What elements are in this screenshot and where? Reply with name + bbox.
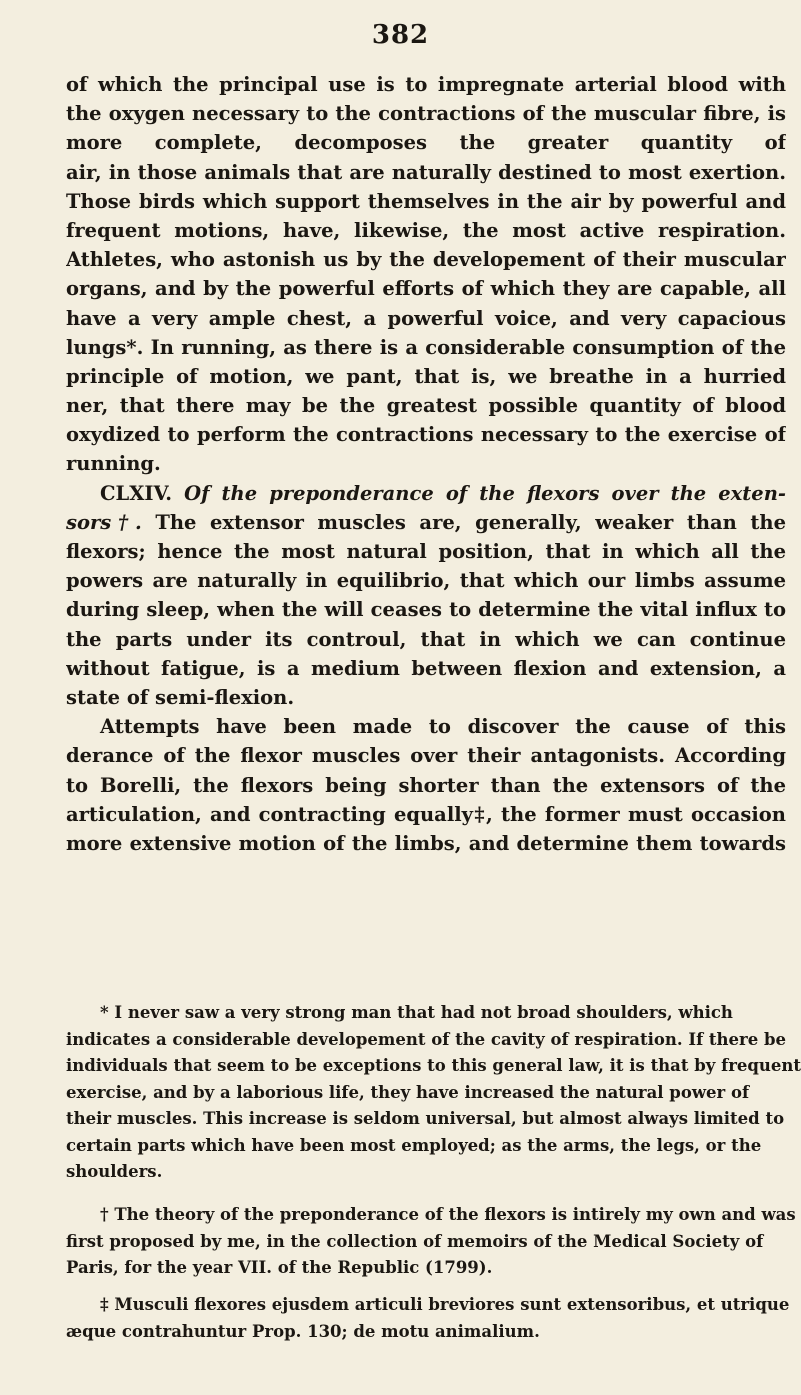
paragraph-borelli	[66, 712, 786, 858]
text-line: principle of motion, we pant, that is, we breathe in a hurried	[66, 364, 786, 388]
text-line: articulation, and contracting equally‡, the former must occasion	[66, 802, 786, 826]
text-line: air, in those animals that are naturally destined to most exertion.	[66, 160, 786, 184]
footnote-line: exercise, and by a laborious life, they have increased the natural power of	[66, 1082, 750, 1102]
text-line: ner, that there may be the greatest possible quantity of blood	[66, 394, 786, 418]
text-line: powers are naturally in equilibrio, that which our limbs assume	[66, 569, 786, 593]
text-line: have a very ample chest, a powerful voice, and very capacious	[66, 306, 786, 330]
footnote-double-dagger	[66, 1292, 790, 1345]
text-line: Those birds which support themselves in the air by powerful and	[66, 189, 786, 213]
footnote-line: first proposed by me, in the collection of memoirs of the Medical Society of	[66, 1231, 764, 1251]
footnote-dagger	[66, 1202, 796, 1282]
text-line: of which the principal use is to impregnate arterial blood with	[66, 73, 786, 96]
footnote-line: ‡ Musculi flexores ejusdem articuli breviores sunt extensoribus, et utrique	[100, 1295, 790, 1314]
main-text	[66, 70, 786, 858]
text-line: derance of the flexor muscles over their antagonists. According	[66, 744, 786, 768]
text-line: Athletes, who astonish us by the developement of their muscular	[66, 248, 786, 272]
text-line: flexors; hence the most natural position, that in which all the	[66, 540, 786, 563]
section-number: CLXIV.	[100, 481, 172, 505]
text-line: state of semi-flexion.	[66, 685, 295, 709]
footnote-line: shoulders.	[66, 1162, 163, 1181]
section-title-continued: sors†.	[66, 510, 142, 534]
footnote-line: † The theory of the preponderance of the flexors is intirely my own and was	[100, 1205, 796, 1224]
text-line: the oxygen necessary to the contractions of the muscular fibre, is	[66, 102, 786, 126]
footnote-line: indicates a considerable developement of the cavity of respiration. If there be	[66, 1029, 787, 1049]
text-line: oxydized to perform the contractions necessary to the exercise of	[66, 423, 786, 447]
section-heading-line	[66, 479, 786, 508]
text-line: more complete, decomposes the greater quantity of	[66, 131, 786, 155]
text-line: the parts under its controul, that in which we can continue	[66, 627, 786, 651]
text-line: organs, and by the powerful efforts of which they are capable, all	[66, 277, 786, 301]
footnote-line: their muscles. This increase is seldom universal, but almost always limited to	[66, 1109, 785, 1128]
footnote-line: æque contrahuntur Prop. 130; de motu animalium.	[66, 1321, 540, 1341]
footnote-asterisk	[66, 1000, 801, 1186]
text-line: without fatigue, is a medium between flexion and extension, a	[66, 656, 786, 680]
footnote-line: certain parts which have been most employed; as the arms, the legs, or the	[66, 1135, 762, 1155]
footnote-line: Paris, for the year VII. of the Republic (1799).	[66, 1258, 493, 1277]
text-line: to Borelli, the flexors being shorter than the extensors of the	[66, 773, 786, 797]
text-line: Attempts have been made to discover the cause of this	[100, 715, 786, 739]
text-line	[66, 508, 786, 537]
page-number: 382	[371, 20, 430, 50]
section-clxiv	[66, 479, 786, 713]
footnote-line: * I never saw a very strong man that had not broad shoulders, which	[100, 1003, 733, 1022]
section-title: Of the preponderance of the flexors over the exten-	[184, 481, 786, 505]
text-line: lungs*. In running, as there is a considerable consumption of the	[66, 335, 786, 359]
footnote-line: individuals that seem to be exceptions to this general law, it is that by frequent	[66, 1056, 801, 1075]
text-line: running.	[66, 452, 161, 476]
section-text: The extensor muscles are, generally, weaker than the	[141, 510, 786, 534]
paragraph-respiration	[66, 70, 786, 479]
text-line: during sleep, when the will ceases to determine the vital influx to	[66, 598, 786, 622]
text-line: frequent motions, have, likewise, the most active respiration.	[66, 218, 786, 242]
text-line: more extensive motion of the limbs, and determine them towards	[66, 831, 786, 855]
